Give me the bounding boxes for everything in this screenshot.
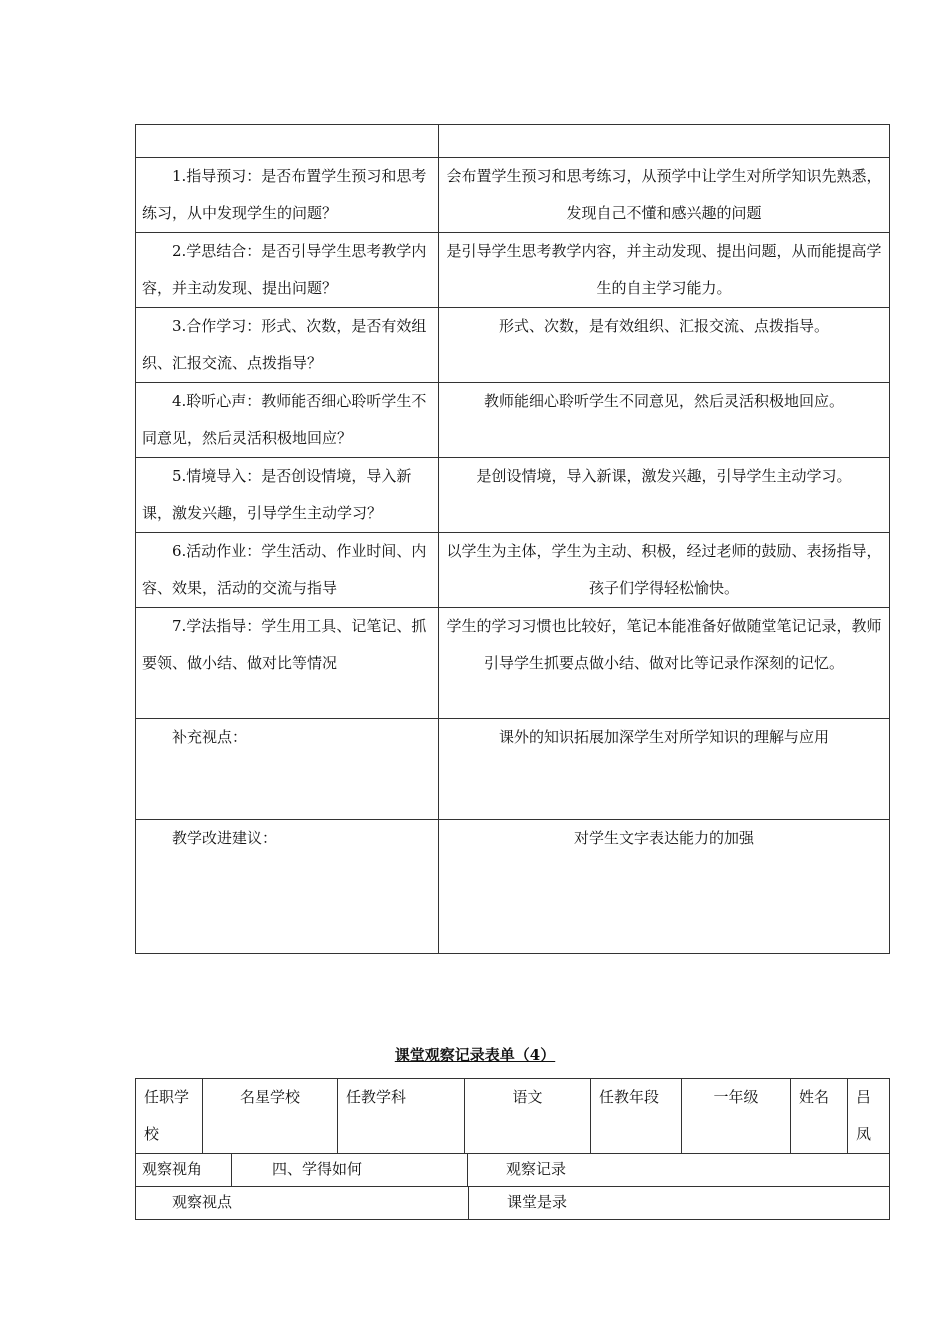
grade-label: 任教年段 — [591, 1079, 682, 1154]
criterion-cell: 2.学思结合：是否引导学生思考教学内容，并主动发现、提出问题？ — [136, 233, 439, 308]
perspective-table — [135, 1153, 890, 1187]
viewpoint-value: 课堂是录 — [469, 1187, 890, 1220]
name-value: 吕凤 — [848, 1079, 890, 1154]
table-row — [136, 533, 890, 608]
criterion-cell: 1.指导预习：是否布置学生预习和思考练习，从中发现学生的问题？ — [136, 158, 439, 233]
info-table — [135, 1078, 890, 1154]
supplement-label: 补充视点： — [136, 719, 439, 820]
table-row — [136, 308, 890, 383]
form-title: 课堂观察记录表单（4） — [394, 1046, 556, 1064]
info-row — [136, 1079, 890, 1154]
observation-cell: 以学生为主体，学生为主动、积极，经过老师的鼓励、表扬指导，孩子们学得轻松愉快。 — [439, 533, 890, 608]
supplement-value: 课外的知识拓展加深学生对所学知识的理解与应用 — [439, 719, 890, 820]
perspective-row — [136, 1154, 890, 1187]
observation-cell: 会布置学生预习和思考练习，从预学中让学生对所学知识先熟悉，发现自己不懂和感兴趣的问题 — [439, 158, 890, 233]
grade-value: 一年级 — [682, 1079, 791, 1154]
observation-table — [135, 124, 890, 954]
observation-cell: 教师能细心聆听学生不同意见，然后灵活积极地回应。 — [439, 383, 890, 458]
supplement-row — [136, 719, 890, 820]
criterion-cell: 4.聆听心声：教师能否细心聆听学生不同意见，然后灵活积极地回应？ — [136, 383, 439, 458]
perspective-label: 观察视角 — [136, 1154, 232, 1187]
viewpoint-table — [135, 1186, 890, 1220]
subject-value: 语文 — [465, 1079, 591, 1154]
record-label: 观察记录 — [468, 1154, 890, 1187]
observation-cell: 是创设情境，导入新课，激发兴趣，引导学生主动学习。 — [439, 458, 890, 533]
criterion-cell: 6.活动作业：学生活动、作业时间、内容、效果，活动的交流与指导 — [136, 533, 439, 608]
criterion-cell: 7.学法指导：学生用工具、记笔记、抓要领、做小结、做对比等情况 — [136, 608, 439, 719]
observation-cell: 是引导学生思考教学内容，并主动发现、提出问题，从而能提高学生的自主学习能力。 — [439, 233, 890, 308]
perspective-value: 四、学得如何 — [232, 1154, 468, 1187]
observation-cell: 学生的学习习惯也比较好，笔记本能准备好做随堂笔记记录，教师引导学生抓要点做小结、做对比等记录作深刻的记忆。 — [439, 608, 890, 719]
school-label: 任职学校 — [136, 1079, 203, 1154]
table-row — [136, 458, 890, 533]
observation-cell: 形式、次数，是有效组织、汇报交流、点拨指导。 — [439, 308, 890, 383]
improvement-label: 教学改进建议： — [136, 820, 439, 954]
viewpoint-row — [136, 1187, 890, 1220]
criterion-cell: 3.合作学习：形式、次数，是否有效组织、汇报交流、点拨指导？ — [136, 308, 439, 383]
table-row — [136, 383, 890, 458]
name-label: 姓名 — [791, 1079, 848, 1154]
improvement-value: 对学生文字表达能力的加强 — [439, 820, 890, 954]
criterion-cell: 5.情境导入：是否创设情境，导入新课，激发兴趣，引导学生主动学习？ — [136, 458, 439, 533]
table-row — [136, 158, 890, 233]
subject-label: 任教学科 — [338, 1079, 465, 1154]
improvement-row — [136, 820, 890, 954]
table-row — [136, 608, 890, 719]
table-header-row — [136, 125, 890, 158]
school-value: 名星学校 — [203, 1079, 338, 1154]
viewpoint-label: 观察视点 — [136, 1187, 469, 1220]
table-row — [136, 233, 890, 308]
